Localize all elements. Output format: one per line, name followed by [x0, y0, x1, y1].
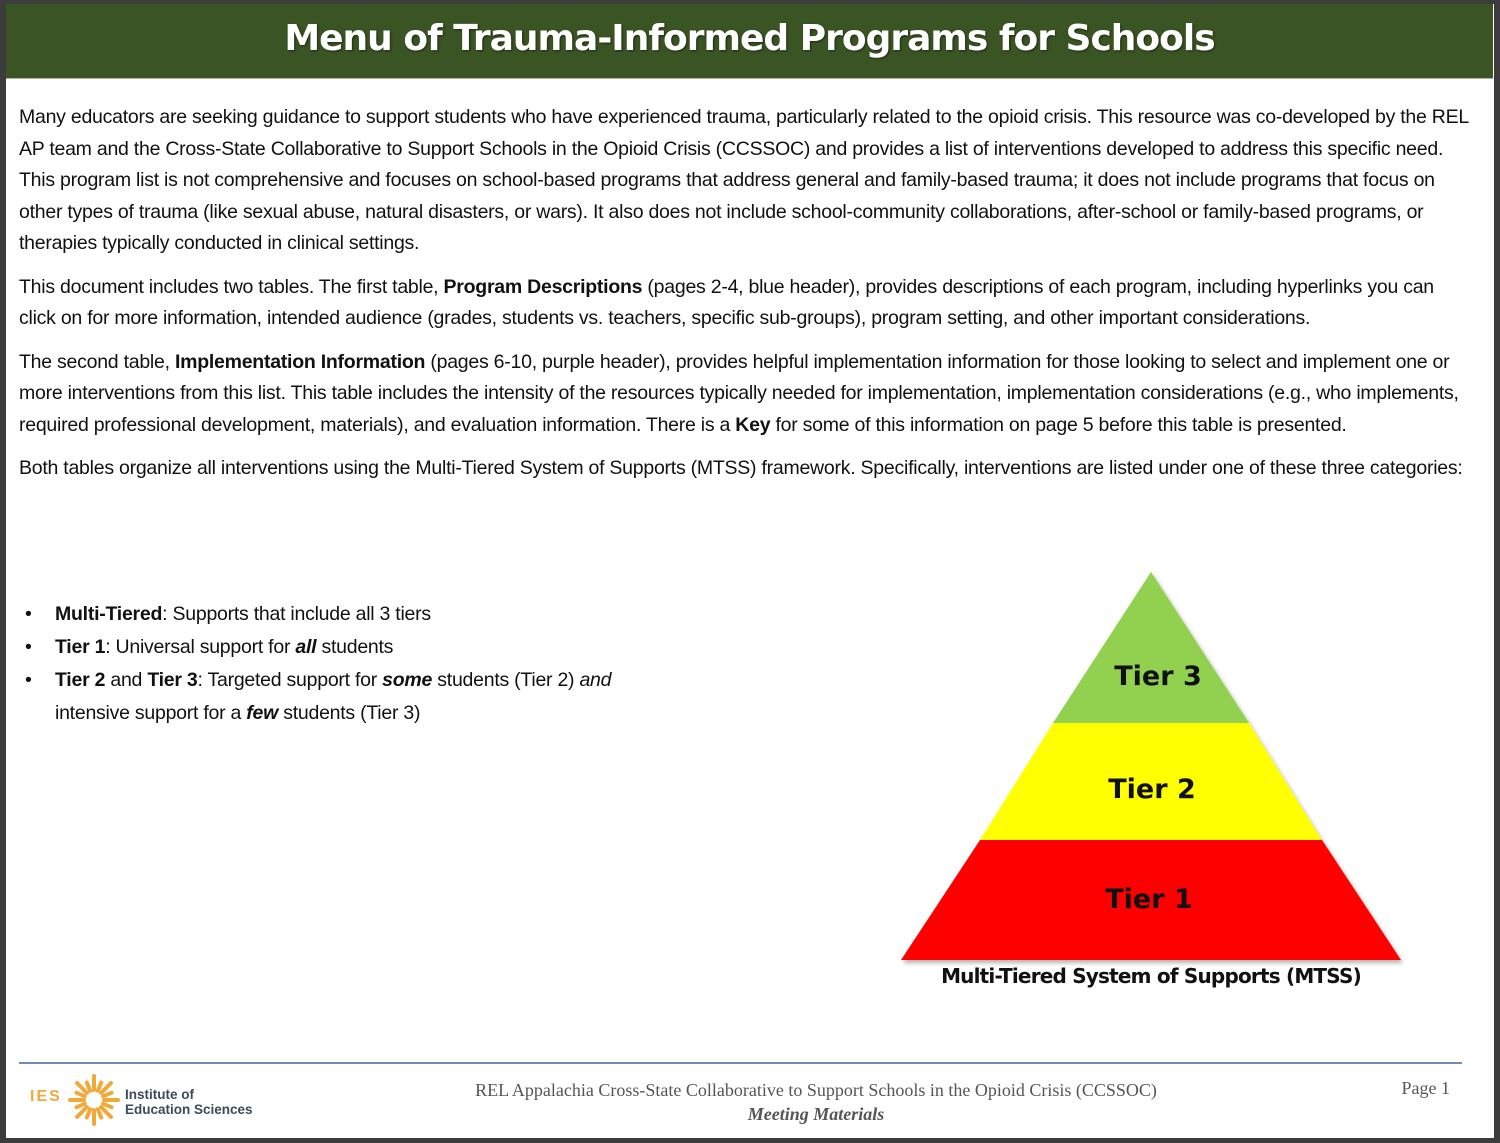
- mtss-pyramid: [896, 570, 1406, 970]
- sun-ray: [98, 1082, 101, 1090]
- implementation-information-term: Implementation Information: [174, 350, 426, 373]
- ies-logo: [28, 1074, 288, 1126]
- sun-ray: [76, 1093, 84, 1096]
- text-run: : Universal support for: [105, 636, 296, 658]
- bullet-icon: •: [25, 636, 32, 658]
- emphasis: some: [382, 669, 433, 691]
- sun-ray: [103, 1104, 111, 1107]
- list-item-text: [55, 598, 739, 631]
- intro-paragraph-4: Both tables organize all interventions using the Multi-Tiered System of Supports (MTSS) framework. Specifically, interventions are listed under one of these three categories:: [19, 457, 1463, 479]
- sun-ray: [98, 1109, 101, 1117]
- tier-3-label: Tier 3: [1114, 661, 1202, 692]
- intro-paragraph-2: [19, 272, 1469, 335]
- intro-paragraph-3: [19, 347, 1469, 442]
- text-run: The second table,: [19, 350, 175, 373]
- text-run: intensive support for a: [55, 702, 247, 724]
- ies-name: [125, 1087, 253, 1117]
- term: Tier 2: [55, 669, 106, 691]
- sun-ray: [87, 1109, 90, 1117]
- emphasis: few: [246, 702, 279, 724]
- page-title: Menu of Trauma-Informed Programs for Schools: [284, 18, 1215, 59]
- footer-text: [386, 1078, 1246, 1126]
- intro-paragraph-1: Many educators are seeking guidance to support students who have experienced trauma, particularly related to the opioid crisis. This resource was co-developed by the REL AP team and the Cross-State Collaborative to Support Schools in the Opioid Crisis (CCSSOC) and provides a list of interventions developed to address this specific need. This program list is not comprehensive and focuses on school-based programs that address general and family-based trauma; it does not include programs that focus on other types of trauma (like sexual abuse, natural disasters, or wars). It also does not include school-community collaborations, after-school or family-based programs, or therapies typically conducted in clinical settings.: [19, 106, 1469, 254]
- key-term: Key: [735, 413, 771, 436]
- list-item-text: [55, 631, 739, 664]
- tier-1-label: Tier 1: [1105, 884, 1193, 915]
- list-item: [19, 631, 739, 664]
- text-run: (pages 6-10, purple header), provides helpful implementation information for those looking to select and implement one or more interventions from this list. This table includes the intensity of the resources typically needed for implementation, implementation considerations (e.g., who implements, required professional development, materials), and evaluation information. There is a: [19, 350, 1459, 436]
- sun-ray: [103, 1093, 111, 1096]
- ies-abbreviation: IES: [30, 1088, 62, 1105]
- text-run: students (Tier 2): [432, 669, 580, 691]
- text-run: (pages 2-4, blue header), provides descriptions of each program, including hyperlinks you can click on for more information, intended audience (grades, students vs. teachers, specific sub-groups), program setting, and other important considerations.: [19, 275, 1434, 329]
- text-run: students (Tier 3): [278, 702, 421, 724]
- footer-subtitle: Meeting Materials: [747, 1104, 885, 1124]
- sun-ray: [76, 1104, 84, 1107]
- text-run: and: [105, 669, 148, 691]
- term: Multi-Tiered: [55, 603, 163, 625]
- ies-name-line-1: Institute of: [125, 1087, 194, 1102]
- emphasis: all: [295, 636, 317, 658]
- footer-organization: REL Appalachia Cross-State Collaborative to Support Schools in the Opioid Crisis (CCSSOC): [475, 1080, 1157, 1100]
- bullet-icon: •: [25, 603, 32, 625]
- tier-2-label: Tier 2: [1108, 774, 1196, 805]
- program-descriptions-term: Program Descriptions: [443, 275, 643, 298]
- text-run: for some of this information on page 5 before this table is presented.: [770, 413, 1347, 436]
- sun-ray: [87, 1082, 90, 1090]
- sunburst-icon: [66, 1074, 122, 1126]
- list-item: [19, 664, 739, 730]
- ies-name-line-2: Education Sciences: [125, 1102, 253, 1117]
- text-run: : Supports that include all 3 tiers: [162, 603, 431, 625]
- intro-section: [19, 102, 1469, 497]
- text-run: : Targeted support for: [197, 669, 383, 691]
- tier-category-list: [19, 598, 739, 730]
- list-item: [19, 598, 739, 631]
- pyramid-caption: Multi-Tiered System of Supports (MTSS): [941, 964, 1361, 988]
- term: Tier 3: [147, 669, 198, 691]
- term: Tier 1: [55, 636, 106, 658]
- document-page: [6, 4, 1494, 1138]
- title-banner: [6, 4, 1493, 79]
- emphasis: and: [579, 669, 612, 691]
- text-run: students: [316, 636, 394, 658]
- text-run: This document includes two tables. The first table,: [19, 275, 444, 298]
- bullet-icon: •: [25, 669, 32, 691]
- page-number: Page 1: [1401, 1078, 1450, 1098]
- list-item-text: [55, 664, 739, 730]
- tier-3-band: [1053, 572, 1249, 723]
- footer-divider: [19, 1062, 1462, 1064]
